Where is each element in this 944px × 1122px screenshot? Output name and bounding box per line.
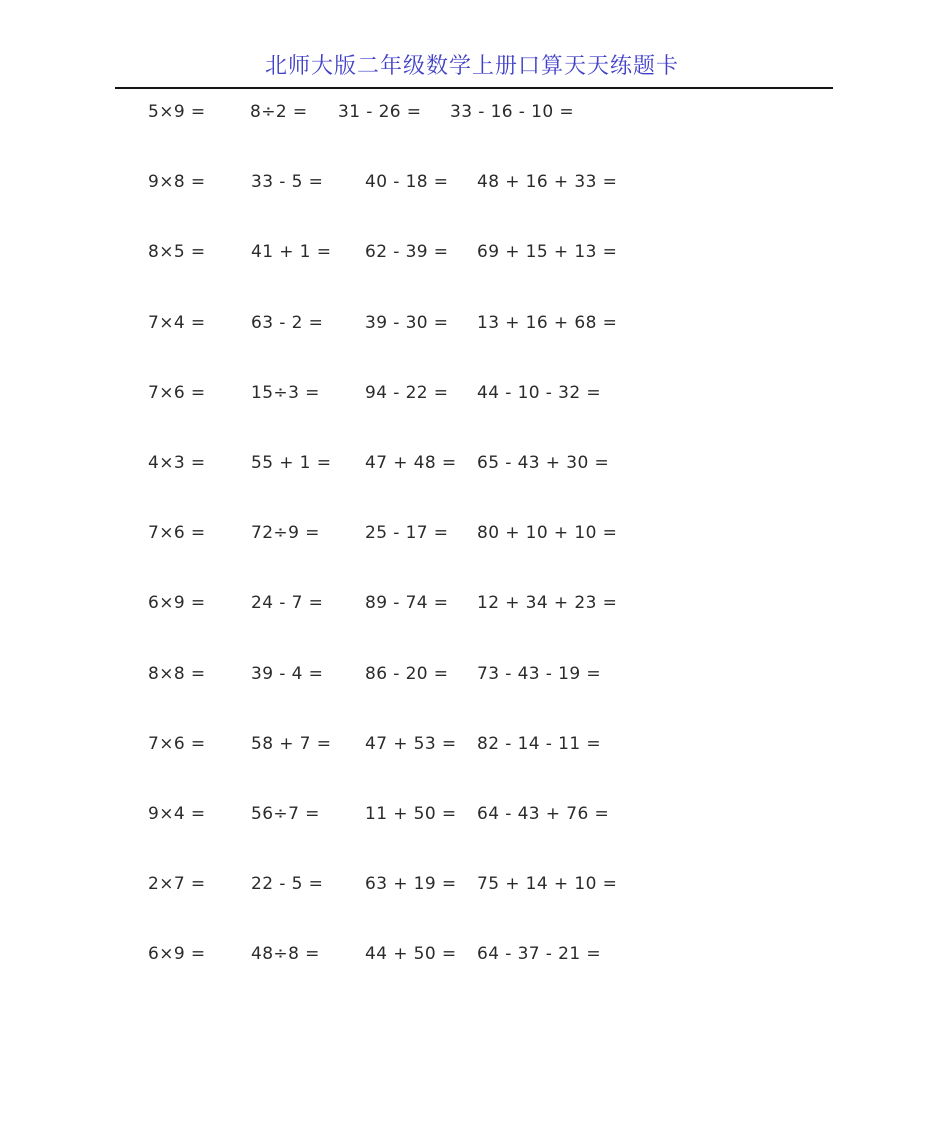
problem: 80 + 10 + 10 = [477,523,618,544]
problem: 56÷7 = [251,803,320,824]
problem: 73 - 43 - 19 = [477,663,602,684]
problem-row [148,428,944,498]
problem: 7×6 = [148,523,206,544]
problem: 48 + 16 + 33 = [477,172,618,193]
problem: 40 - 18 = [365,172,449,193]
problem: 24 - 7 = [251,593,324,614]
problem-row [148,217,944,287]
problem: 2×7 = [148,874,206,895]
problem: 72÷9 = [251,523,320,544]
problem-row [148,358,944,428]
problem-row [148,77,944,147]
problem: 5×9 = [148,102,206,123]
problem: 8×8 = [148,663,206,684]
problem: 33 - 16 - 10 = [450,102,575,123]
problem: 39 - 30 = [365,312,449,333]
problem: 94 - 22 = [365,382,449,403]
problem: 15÷3 = [251,382,320,403]
problem: 39 - 4 = [251,663,324,684]
problem-row [148,709,944,779]
problem: 89 - 74 = [365,593,449,614]
problem-row [148,919,944,989]
problem: 7×4 = [148,312,206,333]
page-title: 北师大版二年级数学上册口算天天练题卡 [264,53,679,78]
problem: 82 - 14 - 11 = [477,733,602,754]
problem: 7×6 = [148,382,206,403]
problem-row [148,568,944,638]
problem: 55 + 1 = [251,453,332,474]
problem-row [148,498,944,568]
problem-row [148,288,944,358]
problem: 8×5 = [148,242,206,263]
problem: 63 - 2 = [251,312,324,333]
problem: 6×9 = [148,944,206,965]
problem: 58 + 7 = [251,733,332,754]
problem: 65 - 43 + 30 = [477,453,610,474]
problem: 64 - 37 - 21 = [477,944,602,965]
problem: 9×4 = [148,803,206,824]
problem-row [148,639,944,709]
problem: 86 - 20 = [365,663,449,684]
problem: 41 + 1 = [251,242,332,263]
problem: 48÷8 = [251,944,320,965]
problem: 8÷2 = [250,102,308,123]
problem-row [148,779,944,849]
problem: 22 - 5 = [251,874,324,895]
problem: 44 - 10 - 32 = [477,382,602,403]
problem: 9×8 = [148,172,206,193]
problem-row [148,849,944,919]
problem: 44 + 50 = [365,944,457,965]
problem: 13 + 16 + 68 = [477,312,618,333]
problem: 62 - 39 = [365,242,449,263]
problem: 75 + 14 + 10 = [477,874,618,895]
problem: 47 + 48 = [365,453,457,474]
problem: 6×9 = [148,593,206,614]
problem-row [148,147,944,217]
problem: 47 + 53 = [365,733,457,754]
problem: 11 + 50 = [365,803,457,824]
problem: 69 + 15 + 13 = [477,242,618,263]
problem: 4×3 = [148,453,206,474]
problem: 7×6 = [148,733,206,754]
problem: 64 - 43 + 76 = [477,803,610,824]
problem: 33 - 5 = [251,172,324,193]
problem: 25 - 17 = [365,523,449,544]
problem: 12 + 34 + 23 = [477,593,618,614]
problem: 31 - 26 = [338,102,422,123]
problem-list [148,77,944,989]
problem: 63 + 19 = [365,874,457,895]
